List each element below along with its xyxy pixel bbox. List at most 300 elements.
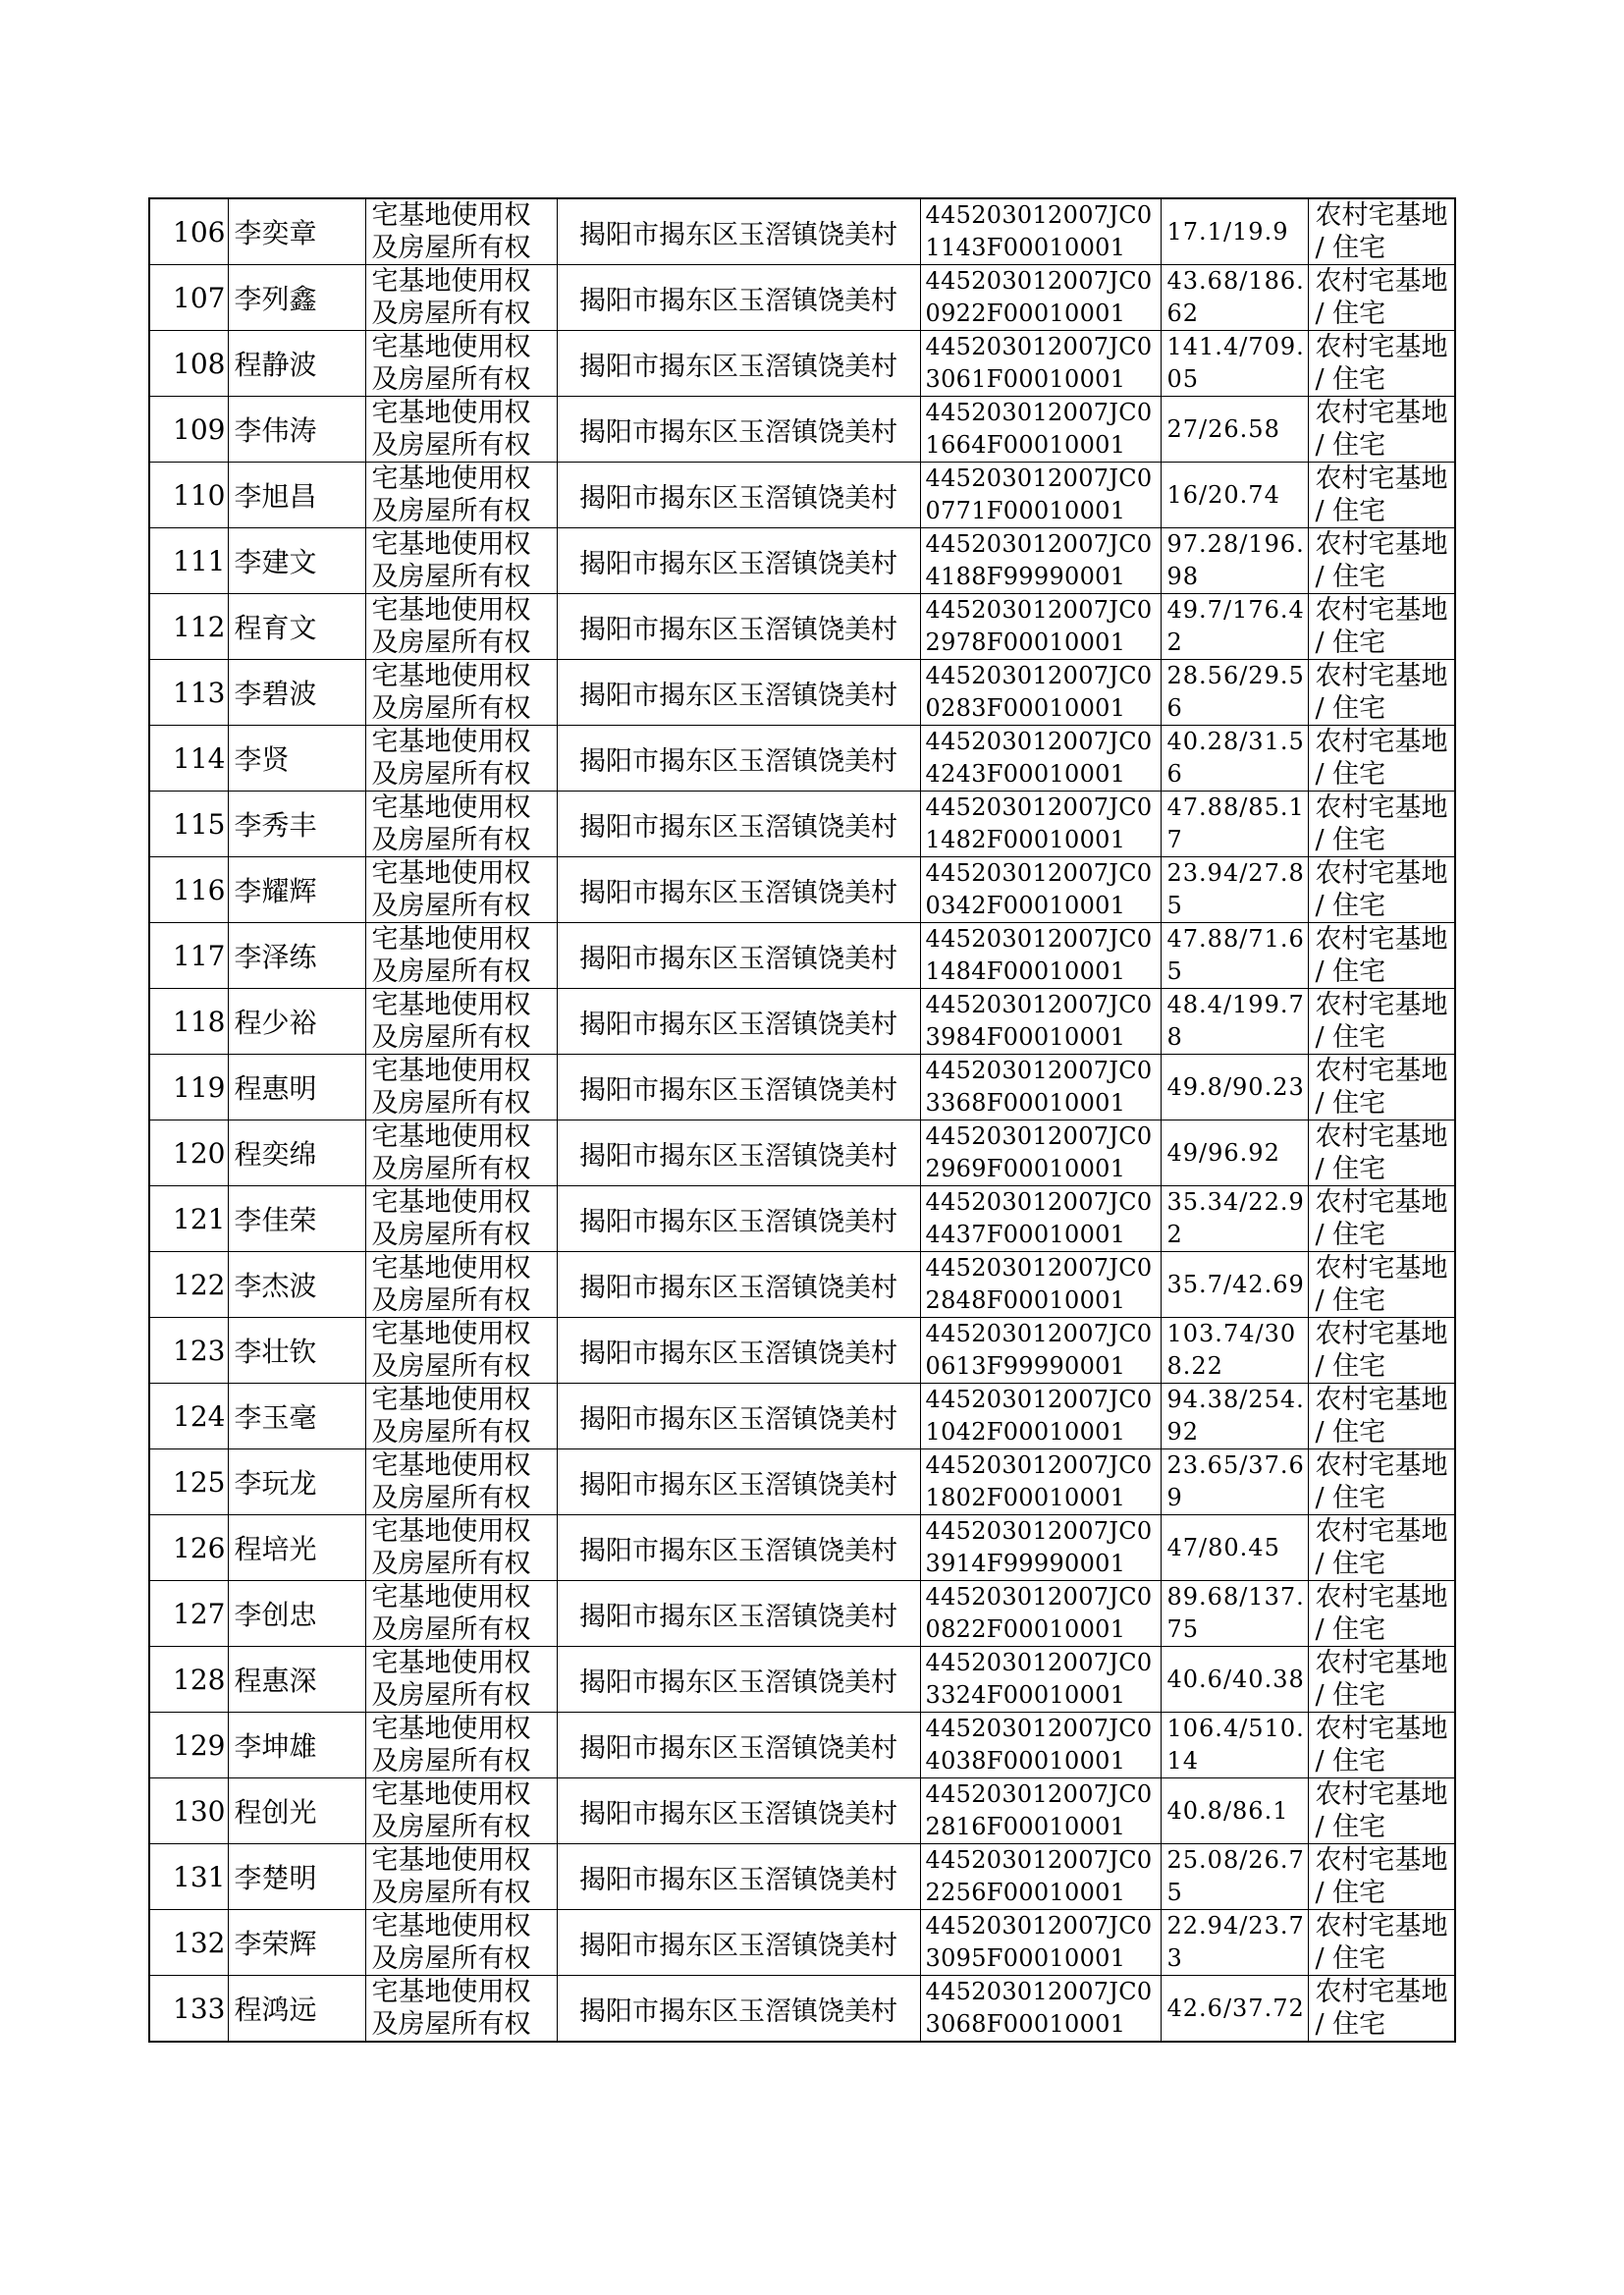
row-number-cell xyxy=(149,397,228,463)
table-row xyxy=(149,1252,1455,1318)
land-use: 农村宅基地 / 住宅 xyxy=(1315,1648,1448,1711)
area-value: 40.6/40.38 xyxy=(1166,1665,1305,1693)
owner-name: 李旭昌 xyxy=(234,480,317,513)
unit-code: 445203012007JC02256F00010001 xyxy=(925,1846,1153,1906)
table-row xyxy=(149,726,1455,792)
area-value-cell xyxy=(1161,1252,1308,1318)
row-number: 106 xyxy=(173,215,226,248)
unit-code: 445203012007JC01802F00010001 xyxy=(925,1451,1153,1511)
property-address-cell xyxy=(557,1120,920,1186)
property-address: 揭阳市揭东区玉滘镇饶美村 xyxy=(579,1798,897,1830)
owner-name: 程静波 xyxy=(234,349,317,381)
property-address-cell xyxy=(557,989,920,1055)
unit-code: 445203012007JC00771F00010001 xyxy=(925,464,1153,524)
table-row xyxy=(149,1055,1455,1120)
area-value-cell xyxy=(1161,1449,1308,1515)
land-use: 农村宅基地 / 住宅 xyxy=(1315,1582,1448,1645)
table-row xyxy=(149,1910,1455,1976)
area-value-cell xyxy=(1161,1120,1308,1186)
unit-code-cell xyxy=(920,1252,1161,1318)
owner-name-cell xyxy=(228,594,365,660)
right-type-cell xyxy=(365,1449,557,1515)
right-type-cell xyxy=(365,923,557,989)
unit-code-cell xyxy=(920,1910,1161,1976)
unit-code-cell xyxy=(920,792,1161,857)
table-row xyxy=(149,1449,1455,1515)
property-address: 揭阳市揭东区玉滘镇饶美村 xyxy=(579,745,897,777)
unit-code: 445203012007JC03061F00010001 xyxy=(925,333,1153,393)
right-type: 宅基地使用权及房屋所有权 xyxy=(371,200,531,263)
area-value: 35.7/42.69 xyxy=(1166,1270,1305,1298)
row-number-cell xyxy=(149,265,228,331)
land-use: 农村宅基地 / 住宅 xyxy=(1315,1056,1448,1119)
row-number-cell xyxy=(149,1647,228,1713)
property-address-cell xyxy=(557,660,920,726)
property-address: 揭阳市揭东区玉滘镇饶美村 xyxy=(579,614,897,645)
unit-code-cell xyxy=(920,463,1161,528)
unit-code: 445203012007JC01042F00010001 xyxy=(925,1386,1153,1446)
land-use-cell xyxy=(1308,1647,1455,1713)
owner-name-cell xyxy=(228,660,365,726)
area-value: 22.94/23.73 xyxy=(1166,1912,1305,1972)
table-row xyxy=(149,857,1455,923)
unit-code: 445203012007JC03095F00010001 xyxy=(925,1912,1153,1972)
right-type-cell xyxy=(365,331,557,397)
area-value-cell xyxy=(1161,857,1308,923)
unit-code: 445203012007JC00922F00010001 xyxy=(925,267,1153,327)
area-value: 43.68/186.62 xyxy=(1166,267,1305,327)
owner-name: 李建文 xyxy=(234,546,317,578)
row-number: 113 xyxy=(173,676,226,709)
property-address-cell xyxy=(557,1449,920,1515)
right-type: 宅基地使用权及房屋所有权 xyxy=(371,1714,531,1776)
right-type: 宅基地使用权及房屋所有权 xyxy=(371,398,531,461)
property-address: 揭阳市揭东区玉滘镇饶美村 xyxy=(579,1009,897,1040)
area-value: 141.4/709.05 xyxy=(1166,333,1305,393)
land-use-cell xyxy=(1308,1384,1455,1449)
property-address: 揭阳市揭东区玉滘镇饶美村 xyxy=(579,1601,897,1632)
land-use-cell xyxy=(1308,1713,1455,1778)
area-value-cell xyxy=(1161,1384,1308,1449)
row-number: 128 xyxy=(173,1663,226,1696)
property-address-cell xyxy=(557,1384,920,1449)
unit-code: 445203012007JC03068F00010001 xyxy=(925,1978,1153,2038)
land-use: 农村宅基地 / 住宅 xyxy=(1315,1253,1448,1316)
unit-code: 445203012007JC02816F00010001 xyxy=(925,1780,1153,1840)
owner-name: 李奕章 xyxy=(234,217,317,249)
owner-name: 程创光 xyxy=(234,1796,317,1829)
row-number-cell xyxy=(149,1186,228,1252)
land-use-cell xyxy=(1308,1252,1455,1318)
area-value: 42.6/37.72 xyxy=(1166,1994,1305,2022)
land-use-cell xyxy=(1308,1515,1455,1581)
property-address: 揭阳市揭东区玉滘镇饶美村 xyxy=(579,1074,897,1106)
land-use: 农村宅基地 / 住宅 xyxy=(1315,595,1448,658)
area-value: 49.8/90.23 xyxy=(1166,1072,1305,1101)
property-address: 揭阳市揭东区玉滘镇饶美村 xyxy=(579,416,897,448)
property-address: 揭阳市揭东区玉滘镇饶美村 xyxy=(579,1667,897,1698)
table-row xyxy=(149,1778,1455,1844)
area-value-cell xyxy=(1161,923,1308,989)
area-value: 17.1/19.9 xyxy=(1166,217,1289,246)
right-type: 宅基地使用权及房屋所有权 xyxy=(371,1385,531,1448)
area-value-cell xyxy=(1161,463,1308,528)
land-use-cell xyxy=(1308,792,1455,857)
property-address-cell xyxy=(557,331,920,397)
owner-name-cell xyxy=(228,1186,365,1252)
area-value-cell xyxy=(1161,528,1308,594)
property-address: 揭阳市揭东区玉滘镇饶美村 xyxy=(579,1930,897,1961)
area-value: 27/26.58 xyxy=(1166,414,1280,443)
row-number-cell xyxy=(149,1449,228,1515)
area-value: 40.8/86.1 xyxy=(1166,1796,1289,1825)
owner-name-cell xyxy=(228,198,365,265)
right-type-cell xyxy=(365,1055,557,1120)
right-type-cell xyxy=(365,198,557,265)
right-type: 宅基地使用权及房屋所有权 xyxy=(371,529,531,592)
right-type-cell xyxy=(365,1252,557,1318)
row-number-cell xyxy=(149,660,228,726)
row-number: 111 xyxy=(173,544,226,577)
table-row xyxy=(149,1581,1455,1647)
table-row xyxy=(149,1844,1455,1910)
owner-name: 李泽练 xyxy=(234,941,317,973)
land-use: 农村宅基地 / 住宅 xyxy=(1315,792,1448,855)
right-type: 宅基地使用权及房屋所有权 xyxy=(371,595,531,658)
owner-name: 李秀丰 xyxy=(234,809,317,842)
row-number-cell xyxy=(149,792,228,857)
area-value-cell xyxy=(1161,1581,1308,1647)
unit-code: 445203012007JC00822F00010001 xyxy=(925,1583,1153,1643)
area-value: 49.7/176.42 xyxy=(1166,596,1305,656)
row-number-cell xyxy=(149,1844,228,1910)
row-number: 112 xyxy=(173,610,226,643)
unit-code-cell xyxy=(920,265,1161,331)
right-type: 宅基地使用权及房屋所有权 xyxy=(371,1253,531,1316)
land-use-cell xyxy=(1308,1318,1455,1384)
land-use: 农村宅基地 / 住宅 xyxy=(1315,1450,1448,1513)
row-number: 129 xyxy=(173,1728,226,1762)
land-use: 农村宅基地 / 住宅 xyxy=(1315,332,1448,395)
area-value: 28.56/29.56 xyxy=(1166,662,1305,722)
registry-table xyxy=(148,197,1456,2043)
owner-name-cell xyxy=(228,1318,365,1384)
row-number: 131 xyxy=(173,1860,226,1893)
row-number: 132 xyxy=(173,1926,226,1959)
right-type: 宅基地使用权及房屋所有权 xyxy=(371,464,531,526)
area-value: 35.34/22.92 xyxy=(1166,1188,1305,1248)
area-value-cell xyxy=(1161,1910,1308,1976)
area-value: 97.28/196.98 xyxy=(1166,530,1305,590)
property-address-cell xyxy=(557,1778,920,1844)
area-value-cell xyxy=(1161,198,1308,265)
property-address-cell xyxy=(557,528,920,594)
right-type: 宅基地使用权及房屋所有权 xyxy=(371,1779,531,1842)
property-address: 揭阳市揭东区玉滘镇饶美村 xyxy=(579,1403,897,1435)
right-type-cell xyxy=(365,463,557,528)
area-value-cell xyxy=(1161,660,1308,726)
land-use-cell xyxy=(1308,726,1455,792)
right-type-cell xyxy=(365,792,557,857)
row-number-cell xyxy=(149,198,228,265)
row-number: 107 xyxy=(173,281,226,314)
unit-code: 445203012007JC01664F00010001 xyxy=(925,399,1153,459)
property-address: 揭阳市揭东区玉滘镇饶美村 xyxy=(579,1206,897,1237)
land-use: 农村宅基地 / 住宅 xyxy=(1315,200,1448,263)
table-row xyxy=(149,989,1455,1055)
property-address: 揭阳市揭东区玉滘镇饶美村 xyxy=(579,351,897,382)
unit-code-cell xyxy=(920,198,1161,265)
owner-name: 李耀辉 xyxy=(234,875,317,907)
area-value-cell xyxy=(1161,1844,1308,1910)
right-type: 宅基地使用权及房屋所有权 xyxy=(371,332,531,395)
row-number-cell xyxy=(149,1318,228,1384)
right-type: 宅基地使用权及房屋所有权 xyxy=(371,1911,531,1974)
property-address-cell xyxy=(557,792,920,857)
property-address: 揭阳市揭东区玉滘镇饶美村 xyxy=(579,1864,897,1895)
land-use-cell xyxy=(1308,1055,1455,1120)
right-type: 宅基地使用权及房屋所有权 xyxy=(371,1450,531,1513)
area-value: 89.68/137.75 xyxy=(1166,1583,1305,1643)
table-row xyxy=(149,397,1455,463)
right-type: 宅基地使用权及房屋所有权 xyxy=(371,661,531,724)
row-number: 109 xyxy=(173,412,226,446)
land-use-cell xyxy=(1308,1778,1455,1844)
owner-name-cell xyxy=(228,1910,365,1976)
unit-code-cell xyxy=(920,1515,1161,1581)
property-address-cell xyxy=(557,1515,920,1581)
table-row xyxy=(149,1515,1455,1581)
property-address: 揭阳市揭东区玉滘镇饶美村 xyxy=(579,285,897,316)
unit-code: 445203012007JC02848F00010001 xyxy=(925,1254,1153,1314)
row-number-cell xyxy=(149,1055,228,1120)
table-row xyxy=(149,923,1455,989)
row-number: 120 xyxy=(173,1136,226,1170)
owner-name-cell xyxy=(228,528,365,594)
right-type-cell xyxy=(365,857,557,923)
owner-name: 程少裕 xyxy=(234,1007,317,1039)
owner-name-cell xyxy=(228,1713,365,1778)
owner-name-cell xyxy=(228,1778,365,1844)
area-value-cell xyxy=(1161,726,1308,792)
right-type-cell xyxy=(365,1647,557,1713)
row-number-cell xyxy=(149,594,228,660)
owner-name-cell xyxy=(228,463,365,528)
land-use-cell xyxy=(1308,660,1455,726)
owner-name-cell xyxy=(228,792,365,857)
row-number: 130 xyxy=(173,1794,226,1828)
area-value-cell xyxy=(1161,594,1308,660)
right-type-cell xyxy=(365,1844,557,1910)
unit-code-cell xyxy=(920,1581,1161,1647)
land-use-cell xyxy=(1308,1186,1455,1252)
row-number-cell xyxy=(149,1778,228,1844)
owner-name: 程鸿远 xyxy=(234,1994,317,2026)
area-value-cell xyxy=(1161,792,1308,857)
area-value-cell xyxy=(1161,1976,1308,2043)
unit-code-cell xyxy=(920,1186,1161,1252)
row-number-cell xyxy=(149,923,228,989)
row-number: 115 xyxy=(173,807,226,841)
property-address-cell xyxy=(557,1976,920,2043)
property-address: 揭阳市揭东区玉滘镇饶美村 xyxy=(579,482,897,514)
owner-name-cell xyxy=(228,1647,365,1713)
area-value: 103.74/308.22 xyxy=(1166,1320,1297,1380)
land-use-cell xyxy=(1308,1976,1455,2043)
unit-code: 445203012007JC03914F99990001 xyxy=(925,1517,1153,1577)
right-type-cell xyxy=(365,528,557,594)
area-value: 48.4/199.78 xyxy=(1166,991,1305,1051)
unit-code-cell xyxy=(920,1318,1161,1384)
right-type-cell xyxy=(365,1515,557,1581)
right-type-cell xyxy=(365,1976,557,2043)
area-value-cell xyxy=(1161,1647,1308,1713)
land-use: 农村宅基地 / 住宅 xyxy=(1315,398,1448,461)
table-row xyxy=(149,792,1455,857)
property-address-cell xyxy=(557,265,920,331)
owner-name: 程惠明 xyxy=(234,1072,317,1105)
row-number: 125 xyxy=(173,1465,226,1499)
row-number: 121 xyxy=(173,1202,226,1235)
property-address-cell xyxy=(557,463,920,528)
land-use: 农村宅基地 / 住宅 xyxy=(1315,266,1448,329)
unit-code: 445203012007JC04243F00010001 xyxy=(925,728,1153,788)
owner-name: 李伟涛 xyxy=(234,414,317,447)
area-value: 47.88/71.65 xyxy=(1166,925,1305,985)
property-address: 揭阳市揭东区玉滘镇饶美村 xyxy=(579,1140,897,1172)
owner-name: 李坤雄 xyxy=(234,1730,317,1763)
right-type: 宅基地使用权及房屋所有权 xyxy=(371,924,531,987)
unit-code-cell xyxy=(920,397,1161,463)
land-use-cell xyxy=(1308,1120,1455,1186)
land-use-cell xyxy=(1308,857,1455,923)
table-row xyxy=(149,1384,1455,1449)
owner-name: 程育文 xyxy=(234,612,317,644)
unit-code: 445203012007JC04437F00010001 xyxy=(925,1188,1153,1248)
right-type-cell xyxy=(365,1384,557,1449)
row-number-cell xyxy=(149,1976,228,2043)
property-address-cell xyxy=(557,1252,920,1318)
property-address-cell xyxy=(557,198,920,265)
right-type-cell xyxy=(365,1910,557,1976)
land-use-cell xyxy=(1308,1910,1455,1976)
table-row xyxy=(149,594,1455,660)
property-address: 揭阳市揭东区玉滘镇饶美村 xyxy=(579,219,897,250)
unit-code: 445203012007JC00342F00010001 xyxy=(925,859,1153,919)
land-use: 农村宅基地 / 住宅 xyxy=(1315,1714,1448,1776)
unit-code-cell xyxy=(920,528,1161,594)
owner-name-cell xyxy=(228,1120,365,1186)
land-use: 农村宅基地 / 住宅 xyxy=(1315,1187,1448,1250)
unit-code-cell xyxy=(920,857,1161,923)
property-address-cell xyxy=(557,726,920,792)
row-number: 124 xyxy=(173,1399,226,1433)
area-value: 23.65/37.69 xyxy=(1166,1451,1305,1511)
right-type-cell xyxy=(365,660,557,726)
land-use-cell xyxy=(1308,331,1455,397)
property-address: 揭阳市揭东区玉滘镇饶美村 xyxy=(579,548,897,579)
table-row xyxy=(149,1318,1455,1384)
land-use-cell xyxy=(1308,265,1455,331)
row-number-cell xyxy=(149,1910,228,1976)
owner-name: 李玉毫 xyxy=(234,1401,317,1434)
property-address: 揭阳市揭东区玉滘镇饶美村 xyxy=(579,811,897,843)
land-use: 农村宅基地 / 住宅 xyxy=(1315,661,1448,724)
table-row xyxy=(149,1713,1455,1778)
owner-name-cell xyxy=(228,1581,365,1647)
unit-code-cell xyxy=(920,1384,1161,1449)
property-address-cell xyxy=(557,1844,920,1910)
land-use: 农村宅基地 / 住宅 xyxy=(1315,1516,1448,1579)
property-address: 揭阳市揭东区玉滘镇饶美村 xyxy=(579,1732,897,1764)
owner-name-cell xyxy=(228,923,365,989)
unit-code: 445203012007JC04188F99990001 xyxy=(925,530,1153,590)
row-number-cell xyxy=(149,989,228,1055)
area-value-cell xyxy=(1161,1515,1308,1581)
area-value: 49/96.92 xyxy=(1166,1138,1280,1167)
owner-name-cell xyxy=(228,1844,365,1910)
right-type: 宅基地使用权及房屋所有权 xyxy=(371,1845,531,1908)
right-type: 宅基地使用权及房屋所有权 xyxy=(371,1187,531,1250)
unit-code-cell xyxy=(920,726,1161,792)
unit-code: 445203012007JC03324F00010001 xyxy=(925,1649,1153,1709)
land-use-cell xyxy=(1308,1581,1455,1647)
property-address-cell xyxy=(557,1647,920,1713)
owner-name-cell xyxy=(228,726,365,792)
owner-name-cell xyxy=(228,1252,365,1318)
right-type: 宅基地使用权及房屋所有权 xyxy=(371,858,531,921)
right-type: 宅基地使用权及房屋所有权 xyxy=(371,1056,531,1119)
land-use-cell xyxy=(1308,1449,1455,1515)
owner-name-cell xyxy=(228,989,365,1055)
unit-code: 445203012007JC00283F00010001 xyxy=(925,662,1153,722)
property-address-cell xyxy=(557,1581,920,1647)
property-address: 揭阳市揭东区玉滘镇饶美村 xyxy=(579,680,897,711)
unit-code: 445203012007JC00613F99990001 xyxy=(925,1320,1153,1380)
property-address: 揭阳市揭东区玉滘镇饶美村 xyxy=(579,1469,897,1501)
land-use: 农村宅基地 / 住宅 xyxy=(1315,1911,1448,1974)
row-number: 119 xyxy=(173,1070,226,1104)
row-number: 122 xyxy=(173,1268,226,1301)
row-number-cell xyxy=(149,463,228,528)
row-number-cell xyxy=(149,1581,228,1647)
row-number-cell xyxy=(149,1515,228,1581)
owner-name-cell xyxy=(228,331,365,397)
right-type-cell xyxy=(365,397,557,463)
area-value: 94.38/254.92 xyxy=(1166,1386,1305,1446)
owner-name: 李佳荣 xyxy=(234,1204,317,1236)
right-type: 宅基地使用权及房屋所有权 xyxy=(371,1582,531,1645)
row-number: 123 xyxy=(173,1334,226,1367)
property-address-cell xyxy=(557,1910,920,1976)
property-address-cell xyxy=(557,857,920,923)
area-value: 23.94/27.85 xyxy=(1166,859,1305,919)
unit-code: 445203012007JC02978F00010001 xyxy=(925,596,1153,656)
land-use: 农村宅基地 / 住宅 xyxy=(1315,1845,1448,1908)
land-use: 农村宅基地 / 住宅 xyxy=(1315,858,1448,921)
right-type: 宅基地使用权及房屋所有权 xyxy=(371,1121,531,1184)
area-value-cell xyxy=(1161,1186,1308,1252)
property-address-cell xyxy=(557,1055,920,1120)
table-row xyxy=(149,1647,1455,1713)
table-row xyxy=(149,463,1455,528)
unit-code: 445203012007JC01482F00010001 xyxy=(925,793,1153,853)
property-address: 揭阳市揭东区玉滘镇饶美村 xyxy=(579,1338,897,1369)
right-type: 宅基地使用权及房屋所有权 xyxy=(371,1516,531,1579)
owner-name-cell xyxy=(228,397,365,463)
owner-name: 李荣辉 xyxy=(234,1928,317,1960)
owner-name: 李贤 xyxy=(234,743,290,776)
